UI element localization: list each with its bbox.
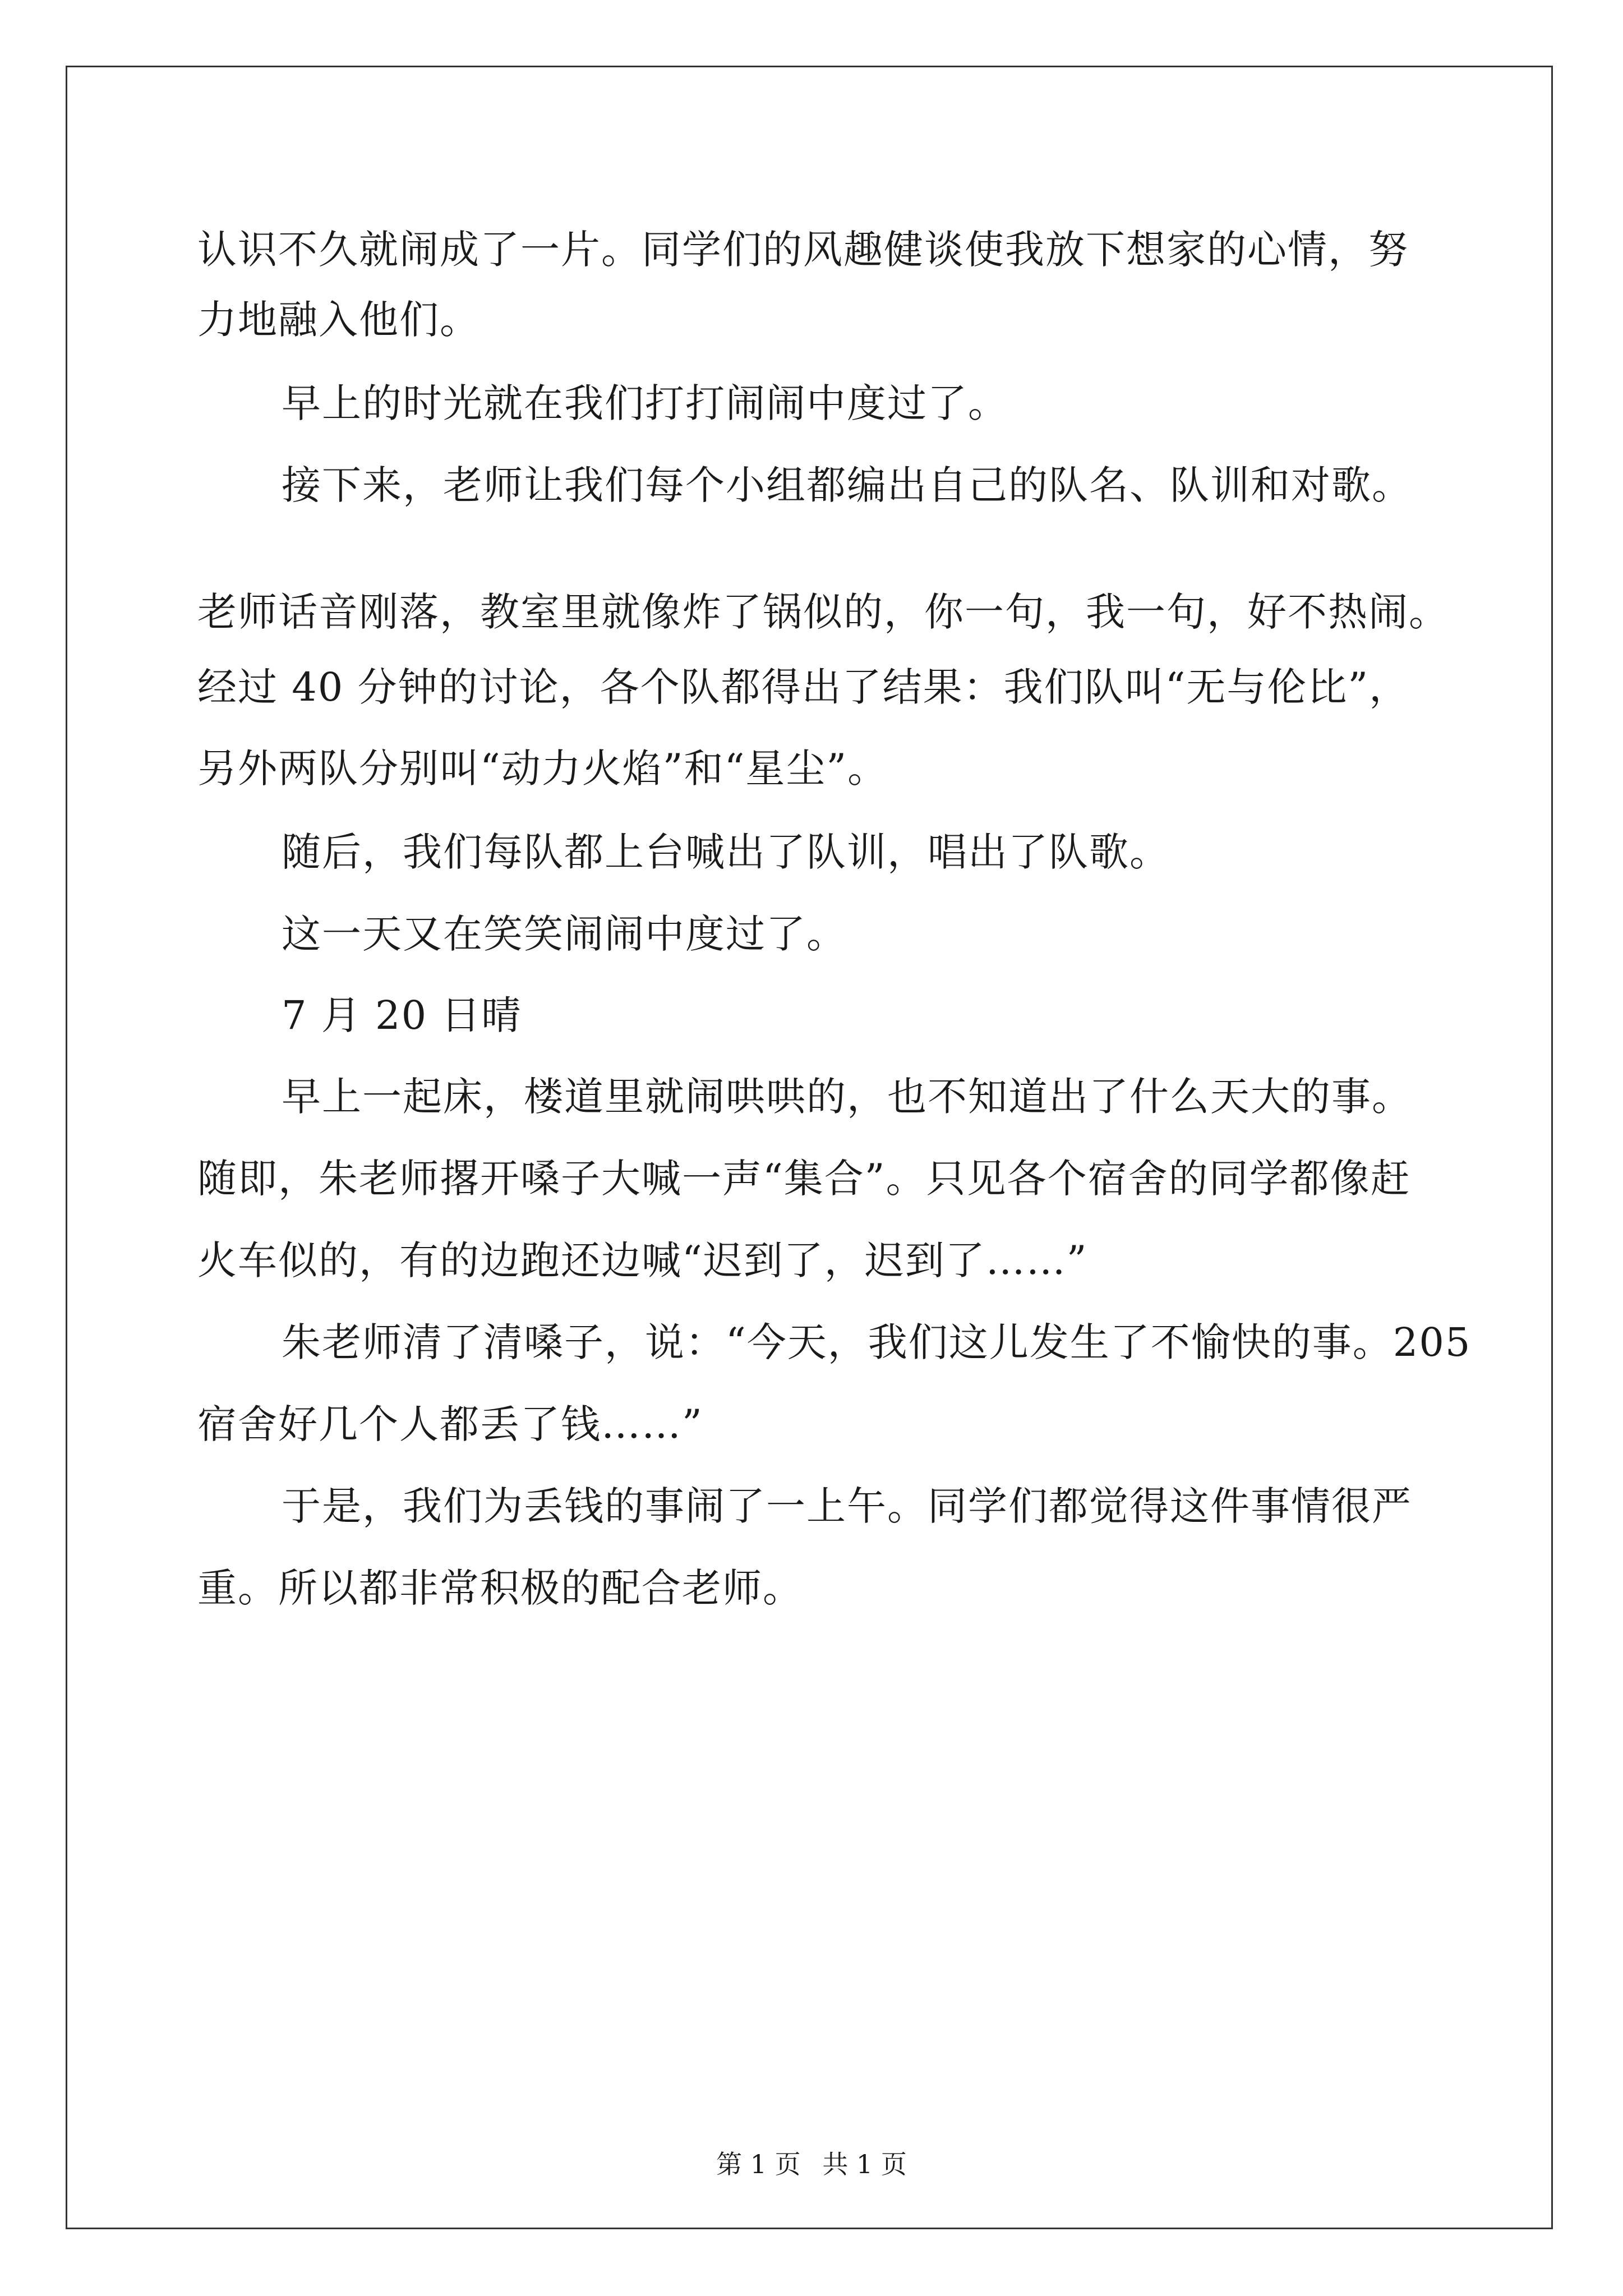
- paragraph-4-line-1: 随后，我们每队都上台喊出了队训，唱出了队歌。: [282, 829, 1170, 875]
- paragraph-8-line-2: 宿舍好几个人都丢了钱……”: [197, 1401, 703, 1447]
- paragraph-3-line-1: 接下来，老师让我们每个小组都编出自己的队名、队训和对歌。: [282, 462, 1412, 508]
- date-heading: 7 月 20 日晴: [282, 992, 522, 1038]
- page-footer: [0, 2144, 1623, 2181]
- paragraph-1-line-1: 认识不久就闹成了一片。同学们的风趣健谈使我放下想家的心情，努: [197, 227, 1409, 273]
- paragraph-9-line-2: 重。所以都非常积极的配合老师。: [197, 1565, 803, 1611]
- paragraph-5-line-1: 这一天又在笑笑闹闹中度过了。: [282, 911, 847, 957]
- paragraph-3-line-4: 另外两队分别叫“动力火焰”和“星尘”。: [197, 746, 888, 792]
- paragraph-7-line-3: 火车似的，有的边跑还边喊“迟到了，迟到了……”: [197, 1237, 1088, 1283]
- page-total: 共 1 页: [822, 2149, 907, 2179]
- paragraph-9-line-1: 于是，我们为丢钱的事闹了一上午。同学们都觉得这件事情很严: [282, 1483, 1412, 1529]
- paragraph-2-line-1: 早上的时光就在我们打打闹闹中度过了。: [282, 380, 1008, 426]
- paragraph-7-line-2: 随即，朱老师撂开嗓子大喊一声“集合”。只见各个宿舍的同学都像赶: [197, 1156, 1411, 1202]
- page-number: 第 1 页: [716, 2149, 801, 2179]
- paragraph-1-line-2: 力地融入他们。: [197, 297, 480, 343]
- paragraph-3-line-3: 经过 40 分钟的讨论，各个队都得出了结果：我们队叫“无与伦比”，: [197, 664, 1410, 710]
- paragraph-8-line-1: 朱老师清了清嗓子，说：“今天，我们这儿发生了不愉快的事。205: [282, 1319, 1472, 1365]
- paragraph-3-line-2: 老师话音刚落，教室里就像炸了锅似的，你一句，我一句，好不热闹。: [197, 589, 1449, 635]
- paragraph-7-line-1: 早上一起床，楼道里就闹哄哄的，也不知道出了什么天大的事。: [282, 1074, 1412, 1120]
